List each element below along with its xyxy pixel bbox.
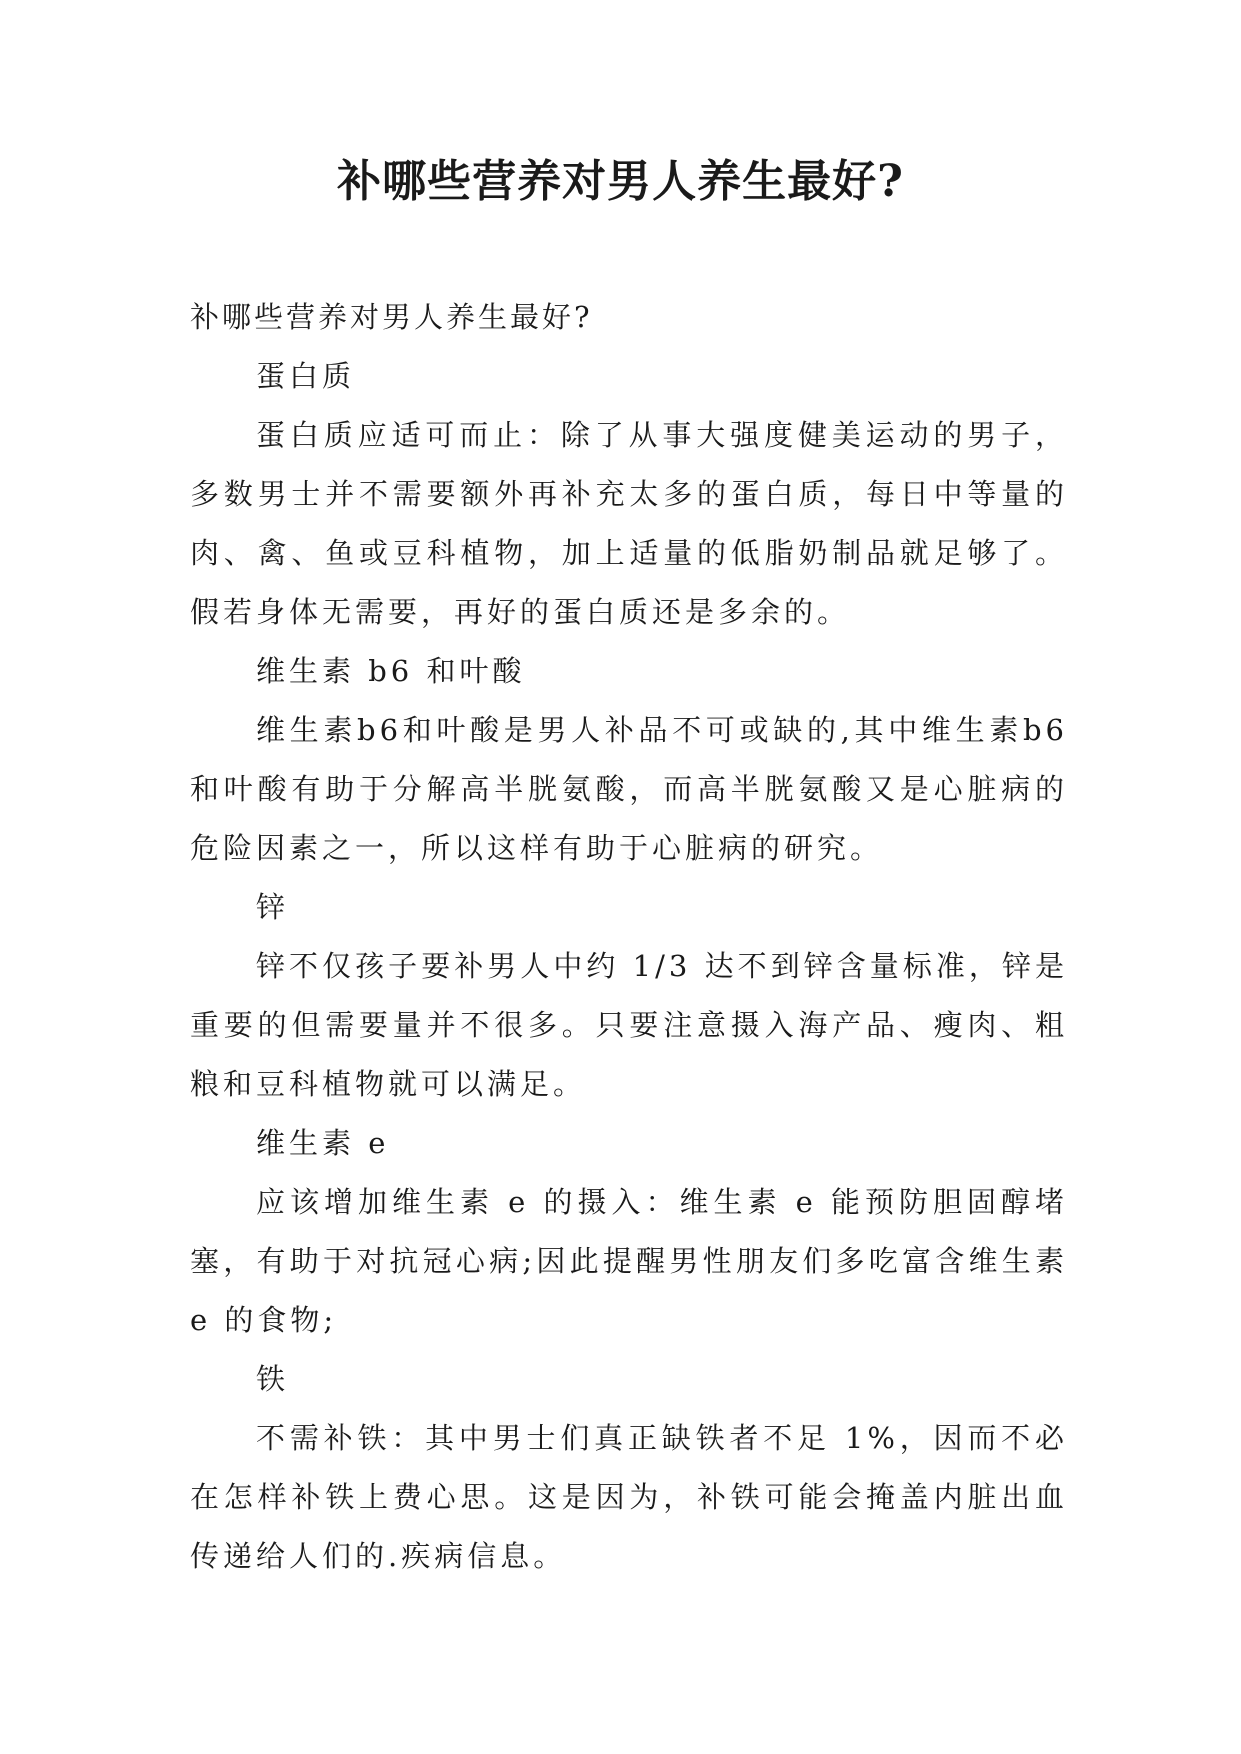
section-heading-vitamin-e: 维生素 e <box>256 1126 390 1160</box>
section-text-vitamin-e: 应该增加维生素 e 的摄入：维生素 e 能预防胆固醇堵塞，有助于对抗冠心病;因此提醒男性朋友们多吃富含维生素 e 的食物; <box>190 1185 1068 1337</box>
section-text-protein: 蛋白质应适可而止：除了从事大强度健美运动的男子，多数男士并不需要额外再补充太多的蛋白质，每日中等量的肉、禽、鱼或豆科植物，加上适量的低脂奶制品就足够了。假若身体无需要，再好的蛋白质还是多余的。 <box>190 418 1068 629</box>
section-heading-iron: 铁 <box>256 1362 290 1396</box>
document-title: 补哪些营养对男人养生最好? <box>337 156 904 207</box>
section-text-vitamin-b6: 维生素b6和叶酸是男人补品不可或缺的,其中维生素b6和叶酸有助于分解高半胱氨酸，而高半胱氨酸又是心脏病的危险因素之一，所以这样有助于心脏病的研究。 <box>190 713 1068 865</box>
section-text-iron: 不需补铁：其中男士们真正缺铁者不足 1%，因而不必在怎样补铁上费心思。这是因为，补铁可能会掩盖内脏出血传递给人们的.疾病信息。 <box>190 1421 1068 1573</box>
section-heading-protein: 蛋白质 <box>256 359 356 393</box>
section-text-zinc: 锌不仅孩子要补男人中约 1/3 达不到锌含量标准，锌是重要的但需要量并不很多。只要注意摄入海产品、瘦肉、粗粮和豆科植物就可以满足。 <box>190 949 1068 1101</box>
section-heading-vitamin-b6: 维生素 b6 和叶酸 <box>256 654 526 688</box>
document-body <box>190 288 1068 1586</box>
intro-line: 补哪些营养对男人养生最好? <box>190 300 593 334</box>
section-heading-zinc: 锌 <box>256 890 290 924</box>
